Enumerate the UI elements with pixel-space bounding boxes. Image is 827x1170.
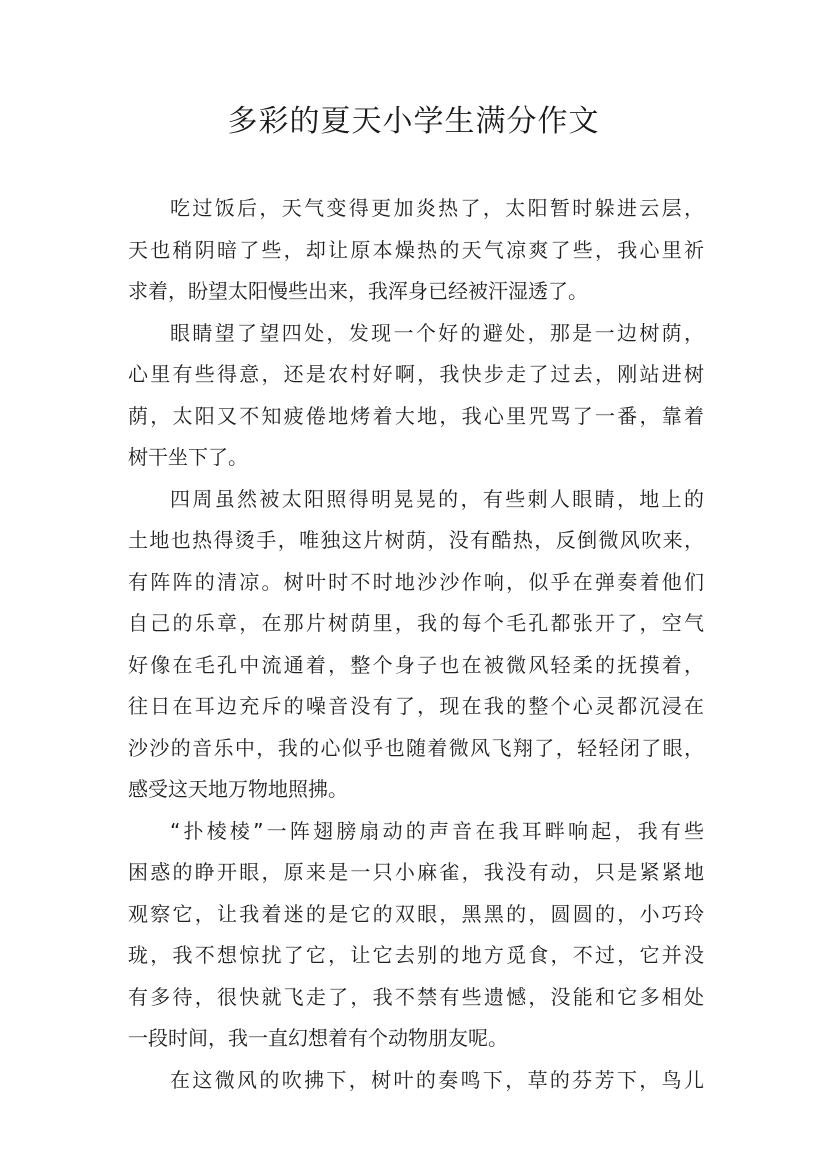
document-title: 多彩的夏天小学生满分作文 [227,104,600,139]
body-text-line: 树干坐下了。 [128,445,248,469]
body-text-line: 一段时间，我一直幻想着有个动物朋友呢。 [128,1026,508,1050]
body-text-line: 好像在毛孔中流通着，整个身子也在被微风轻柔的抚摸着， [128,652,704,677]
body-text-line: 沙沙的音乐中，我的心似乎也随着微风飞翔了，轻轻闭了眼， [128,735,704,760]
body-text-line: 珑，我不想惊扰了它，让它去别的地方觅食，不过，它并没 [128,943,704,967]
body-text-line: 困惑的睁开眼，原来是一只小麻雀，我没有动，只是紧紧地 [128,860,704,884]
body-text-line: 有阵阵的清凉。树叶时不时地沙沙作响，似乎在弹奏着他们 [128,569,704,594]
body-text-line: 有多待，很快就飞走了，我不禁有些遗憾，没能和它多相处 [128,984,704,1009]
body-text-line: 在这微风的吹拂下，树叶的奏鸣下，草的芬芳下，鸟儿 [170,1067,704,1092]
body-text-line: 天也稍阴暗了些，却让原本燥热的天气凉爽了些，我心里祈 [128,237,704,262]
body-text-line: 土地也热得烫手，唯独这片树荫，没有酷热，反倒微风吹来， [128,528,704,552]
body-text-line: 求着，盼望太阳慢些出来，我浑身已经被汗湿透了。 [128,279,588,303]
body-text-line: 观察它，让我着迷的是它的双眼，黑黑的，圆圆的，小巧玲 [128,901,704,926]
body-text-line: 心里有些得意，还是农村好啊，我快步走了过去，刚站进树 [128,362,704,386]
body-text-line: “扑棱棱”一阵翅膀扇动的声音在我耳畔响起，我有些 [170,818,704,843]
body-text-line: 眼睛望了望四处，发现一个好的避处，那是一边树荫， [170,320,704,345]
body-text-line: 往日在耳边充斥的噪音没有了，现在我的整个心灵都沉浸在 [128,694,704,718]
body-text-line: 荫，太阳又不知疲倦地烤着大地，我心里咒骂了一番，靠着 [128,403,704,428]
body-text-line: 自己的乐章，在那片树荫里，我的每个毛孔都张开了，空气 [128,611,704,635]
body-text-line: 吃过饭后，天气变得更加炎热了，太阳暂时躲进云层， [170,196,704,220]
body-text-line: 感受这天地万物地照拂。 [128,777,348,801]
document-body [128,188,704,1101]
body-text-line: 四周虽然被太阳照得明晃晃的，有些刺人眼睛，地上的 [170,486,704,511]
